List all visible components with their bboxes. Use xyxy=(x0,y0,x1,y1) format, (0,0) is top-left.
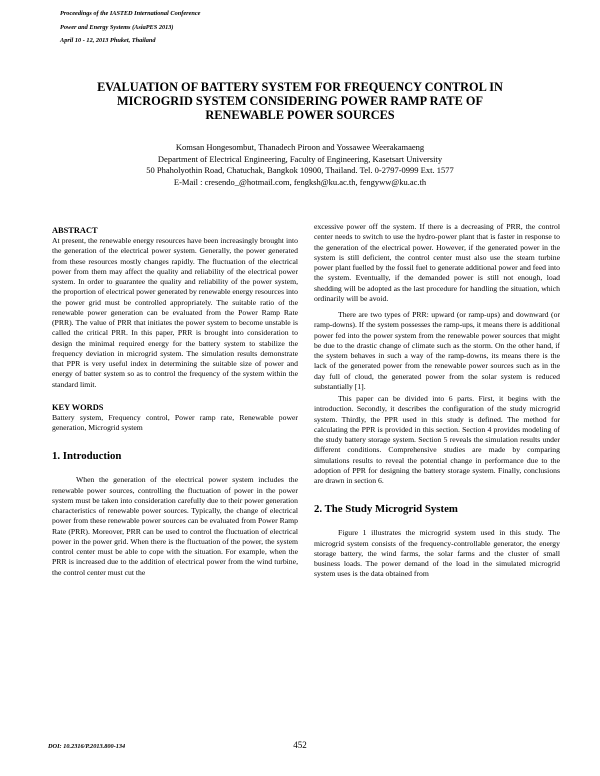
paper-title xyxy=(40,80,560,122)
section-1-paragraph-1: When the generation of the electrical power system includes the renewable power sources, controlling the fluctuation of power in the power system must be taken into consideration carefully due to their power generation characteristics of renewable power sources. Typically, the change of electrical power from these renewable power sources can be evaluated from Power Ramp Rate (PRR). Moreover, PRR can be used to control the fluctuation of electrical power in the power grid. When there is the fluctuation of the power, the system control center must be able to cope with the situation. For example, when the PRR is increased due to the addition of electrical power from the wind turbine, the control center must cut the xyxy=(52,475,298,577)
author-names: Komsan Hongesombut, Thanadech Piroon and Yossawee Weerakamaeng xyxy=(175,142,425,152)
section-2-paragraph-1: Figure 1 illustrates the microgrid system used in this study. The microgrid system consists of the frequency-controllable generator, the energy storage battery, the wind farms, the solar farms and the cluster of small business loads. The power demand of the load in the simulated microgrid system uses is the data obtained from xyxy=(314,528,560,579)
title-line-3: RENEWABLE POWER SOURCES xyxy=(205,108,395,122)
right-paragraph-3: This paper can be divided into 6 parts. First, it begins with the introduction. Secondly, it describes the configuration of the study microgrid system. Thirdly, the PPR used in this study is defined. The method for calculating the PPR is provided in this section. Section 4 provides modeling of the study battery storage system. Section 5 reveals the simulation results under different conditions. Comprehensive studies are made by comparing simulations results to reveal the potential change in performance due to the adoption of PPR for designing the battery storage system. Finally, conclusions are drawn in section 6. xyxy=(314,394,560,485)
author-block xyxy=(60,142,540,188)
title-line-2: MICROGRID SYSTEM CONSIDERING POWER RAMP RATE OF xyxy=(117,94,483,108)
title-line-1: EVALUATION OF BATTERY SYSTEM FOR FREQUENCY CONTROL IN xyxy=(97,80,503,94)
author-address: 50 Phaholyothin Road, Chatuchak, Bangkok 10900, Thailand. Tel. 0-2797-0999 Ext. 1577 xyxy=(146,165,454,176)
author-department: Department of Electrical Engineering, Faculty of Engineering, Kasetsart University xyxy=(157,153,443,164)
section-1-heading: 1. Introduction xyxy=(52,450,122,463)
header-line-1: Proceedings of the IASTED International Conference xyxy=(60,10,201,17)
page-number: 452 xyxy=(293,740,307,750)
abstract-text: At present, the renewable energy resources have been increasingly brought into the generation of the electrical power system. Generally, the power generated from these resources mostly changes rapidly. The fluctuation of the electrical power from them may affect the quality and reliability of the electrical power system. In order to guarantee the quality and reliability of the power system, the proportion of electrical power generated by renewable energy resources into the power grid must be controlled appropriately. The suitable ratio of the renewable power generation can be evaluated from the Power Ramp Rate (PRR). The value of PRR that initiates the power system to become unstable is called the critical PRR. In this paper, PRR is brought into consideration to design the minimal required energy for the battery system to stabilize the frequency deviation in microgrid system. The simulation results demonstrate that PPR is very useful index in determining the suitable size of power and energy of batter system so as to control the frequency of the system within the standard limit. xyxy=(52,236,298,389)
section-2-heading: 2. The Study Microgrid System xyxy=(314,503,458,516)
abstract-heading: ABSTRACT xyxy=(52,226,98,235)
author-email: E-Mail : cresendo_@hotmail.com, fengksh@ku.ac.th, fengyww@ku.ac.th xyxy=(173,176,427,187)
left-column xyxy=(52,225,298,578)
conference-header xyxy=(60,7,200,48)
header-line-2: Power and Energy Systems (AsiaPES 2013) xyxy=(60,23,174,31)
keywords-text: Battery system, Frequency control, Power ramp rate, Renewable power generation, Microgrid system xyxy=(52,412,298,432)
right-column xyxy=(314,222,560,580)
header-line-3: April 10 - 12, 2013 Phuket, Thailand xyxy=(60,37,156,44)
right-paragraph-2: There are two types of PRR: upward (or ramp-ups) and downward (or ramp-downs). If the system possesses the ramp-ups, it means there is additional power fed into the power system from the renewable power sources that might be due to the drastic change of climate such as the storm. On the other hand, if the system behaves in such a way of the ramp-downs, its means there is the lack of the generated power from the renewable power sources such as in the day full of cloud, the generated power from the solar system is reduced substantially [1]. xyxy=(314,310,560,391)
right-paragraph-1: excessive power off the system. If there is a decreasing of PRR, the control center needs to switch to use the hydro-power plant that is faster in response to the generation of the electrical power. However, if the generated power in the system is still deficient, the control center must also use the steam turbine power plant fuelled by the fossil fuel to generate additional power and feed into the system. Eventually, if the demanded power is still not enough, load shedding will be adopted as the last procedure for handling the situation, which ordinarily will be avoid. xyxy=(314,222,560,303)
doi-footer: DOI: 10.2316/P.2013.800-134 xyxy=(48,743,126,750)
keywords-heading: KEY WORDS xyxy=(52,402,104,412)
